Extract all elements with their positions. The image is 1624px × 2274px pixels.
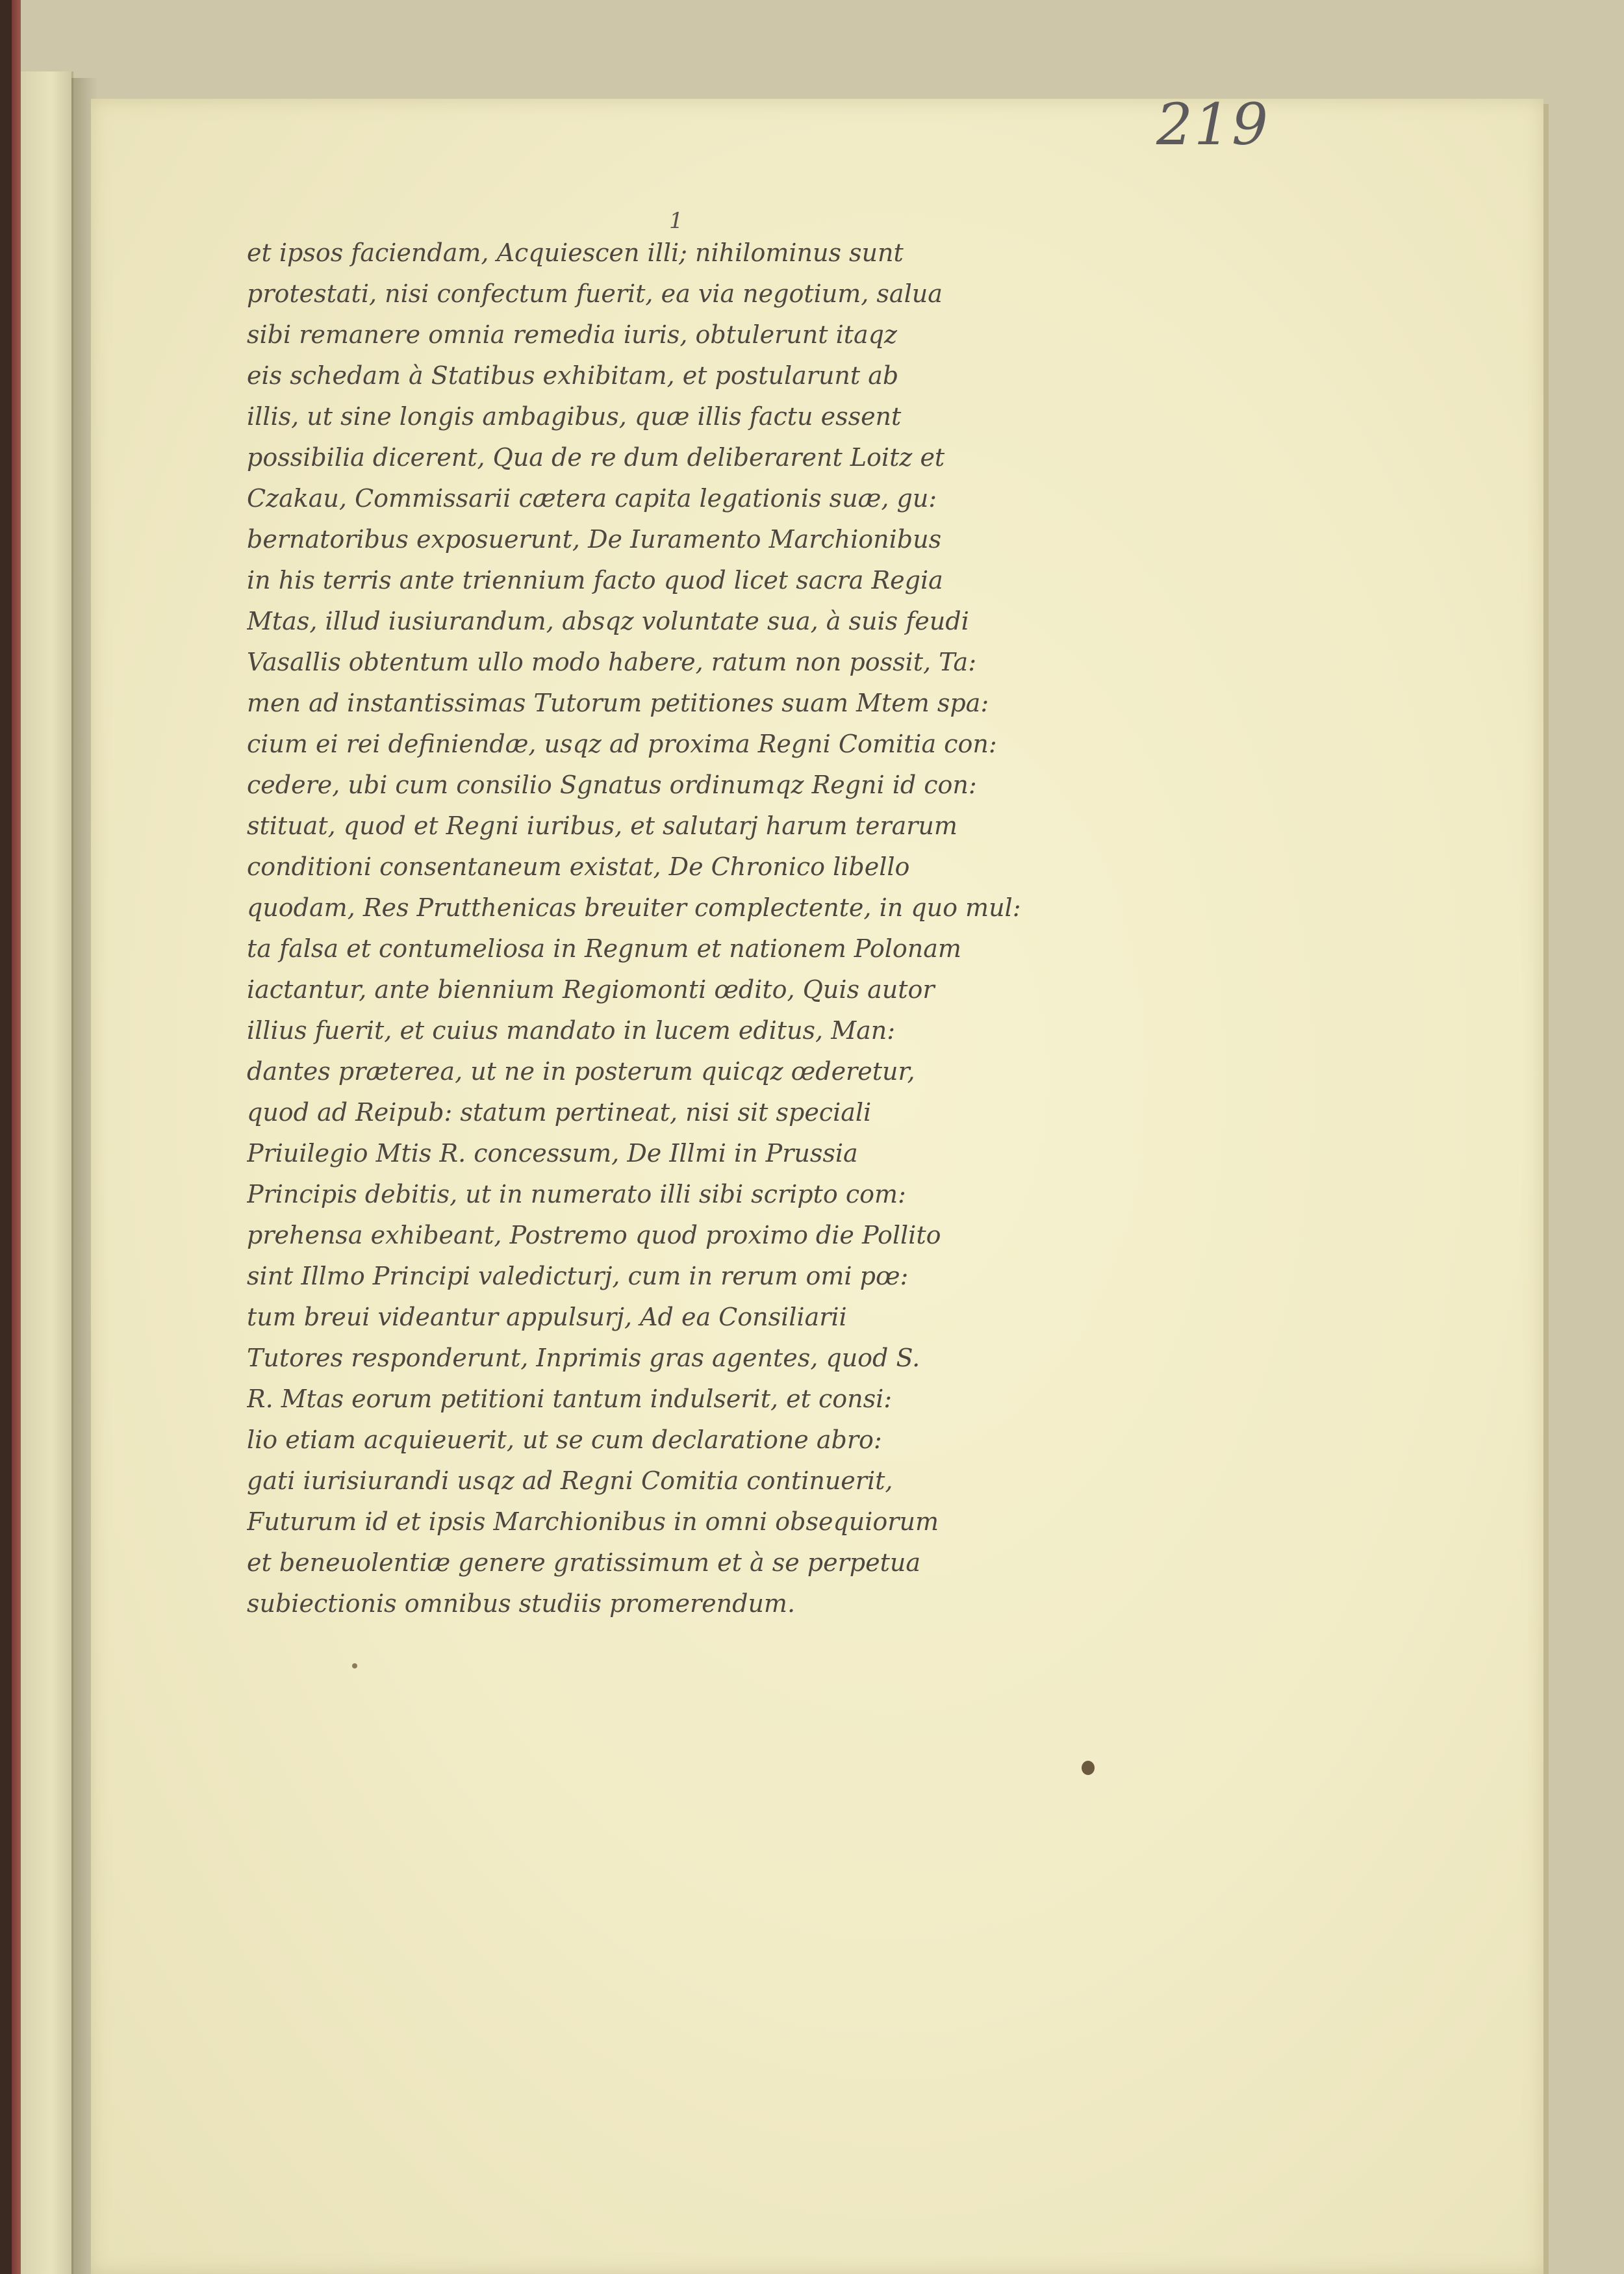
manuscript-line: prehensa exhibeant, Postremo quod proximo die Pollito bbox=[247, 1221, 941, 1249]
manuscript-line: conditioni consentaneum existat, De Chronico libello bbox=[247, 852, 910, 881]
previous-page-edge bbox=[21, 71, 73, 2274]
manuscript-line: et ipsos faciendam, Acquiescen illi; nihilominus sunt bbox=[247, 238, 904, 267]
manuscript-line: cium ei rei definiendæ, usqz ad proxima Regni Comitia con: bbox=[247, 730, 997, 758]
manuscript-line: possibilia dicerent, Qua de re dum deliberarent Loitz et bbox=[247, 443, 945, 472]
manuscript-line: iactantur, ante biennium Regiomonti œdito, Quis autor bbox=[247, 975, 935, 1004]
manuscript-line: Principis debitis, ut in numerato illi sibi scripto com: bbox=[247, 1180, 906, 1208]
manuscript-line: tum breui videantur appulsurj, Ad ea Consiliarii bbox=[247, 1303, 847, 1331]
page-right-edge bbox=[1543, 104, 1549, 2274]
book-binding bbox=[0, 0, 12, 2274]
text-lines bbox=[247, 233, 1202, 1624]
manuscript-line: sint Illmo Principi valedicturj, cum in rerum omi pœ: bbox=[247, 1262, 909, 1290]
handwritten-text-block bbox=[247, 209, 1202, 1624]
folio-number: 219 bbox=[1156, 91, 1269, 158]
manuscript-line: eis schedam à Statibus exhibitam, et postularunt ab bbox=[247, 361, 899, 390]
manuscript-line: illius fuerit, et cuius mandato in lucem editus, Man: bbox=[247, 1016, 896, 1045]
manuscript-line: quod ad Reipub: statum pertineat, nisi sit speciali bbox=[247, 1098, 872, 1127]
manuscript-line: stituat, quod et Regni iuribus, et salutarj harum terarum bbox=[247, 811, 958, 840]
manuscript-line: subiectionis omnibus studiis promerendum. bbox=[247, 1589, 796, 1618]
binding-cloth-edge bbox=[12, 0, 21, 2274]
manuscript-line: gati iurisiurandi usqz ad Regni Comitia continuerit, bbox=[247, 1466, 893, 1495]
manuscript-line: Mtas, illud iusiurandum, absqz voluntate sua, à suis feudi bbox=[247, 607, 969, 635]
ink-speck bbox=[352, 1663, 357, 1668]
manuscript-line: Vasallis obtentum ullo modo habere, ratum non possit, Ta: bbox=[247, 648, 977, 676]
ink-stain bbox=[1082, 1761, 1095, 1775]
manuscript-line: Tutores responderunt, Inprimis gras agentes, quod S. bbox=[247, 1344, 920, 1372]
manuscript-line: quodam, Res Prutthenicas breuiter complectente, in quo mul: bbox=[247, 893, 1021, 922]
manuscript-line: sibi remanere omnia remedia iuris, obtulerunt itaqz bbox=[247, 320, 897, 349]
manuscript-line: lio etiam acquieuerit, ut se cum declaratione abro: bbox=[247, 1425, 882, 1454]
manuscript-line: et beneuolentiæ genere gratissimum et à se perpetua bbox=[247, 1548, 920, 1577]
page-mark: 1 bbox=[669, 208, 683, 234]
manuscript-line: illis, ut sine longis ambagibus, quæ illis factu essent bbox=[247, 402, 902, 431]
manuscript-line: cedere, ubi cum consilio Sgnatus ordinumqz Regni id con: bbox=[247, 771, 977, 799]
manuscript-line: protestati, nisi confectum fuerit, ea via negotium, salua bbox=[247, 279, 943, 308]
manuscript-line: ta falsa et contumeliosa in Regnum et nationem Polonam bbox=[247, 934, 961, 963]
manuscript-line: bernatoribus exposuerunt, De Iuramento Marchionibus bbox=[247, 525, 942, 554]
manuscript-line: men ad instantissimas Tutorum petitiones suam Mtem spa: bbox=[247, 689, 989, 717]
manuscript-line: R. Mtas eorum petitioni tantum indulserit, et consi: bbox=[247, 1385, 893, 1413]
manuscript-line: Czakau, Commissarii cætera capita legationis suæ, gu: bbox=[247, 484, 937, 513]
manuscript-line: dantes præterea, ut ne in posterum quicqz œderetur, bbox=[247, 1057, 915, 1086]
manuscript-line: Priuilegio Mtis R. concessum, De Illmi in Prussia bbox=[247, 1139, 858, 1168]
manuscript-line: in his terris ante triennium facto quod licet sacra Regia bbox=[247, 566, 943, 594]
manuscript-line: Futurum id et ipsis Marchionibus in omni obsequiorum bbox=[247, 1507, 939, 1536]
